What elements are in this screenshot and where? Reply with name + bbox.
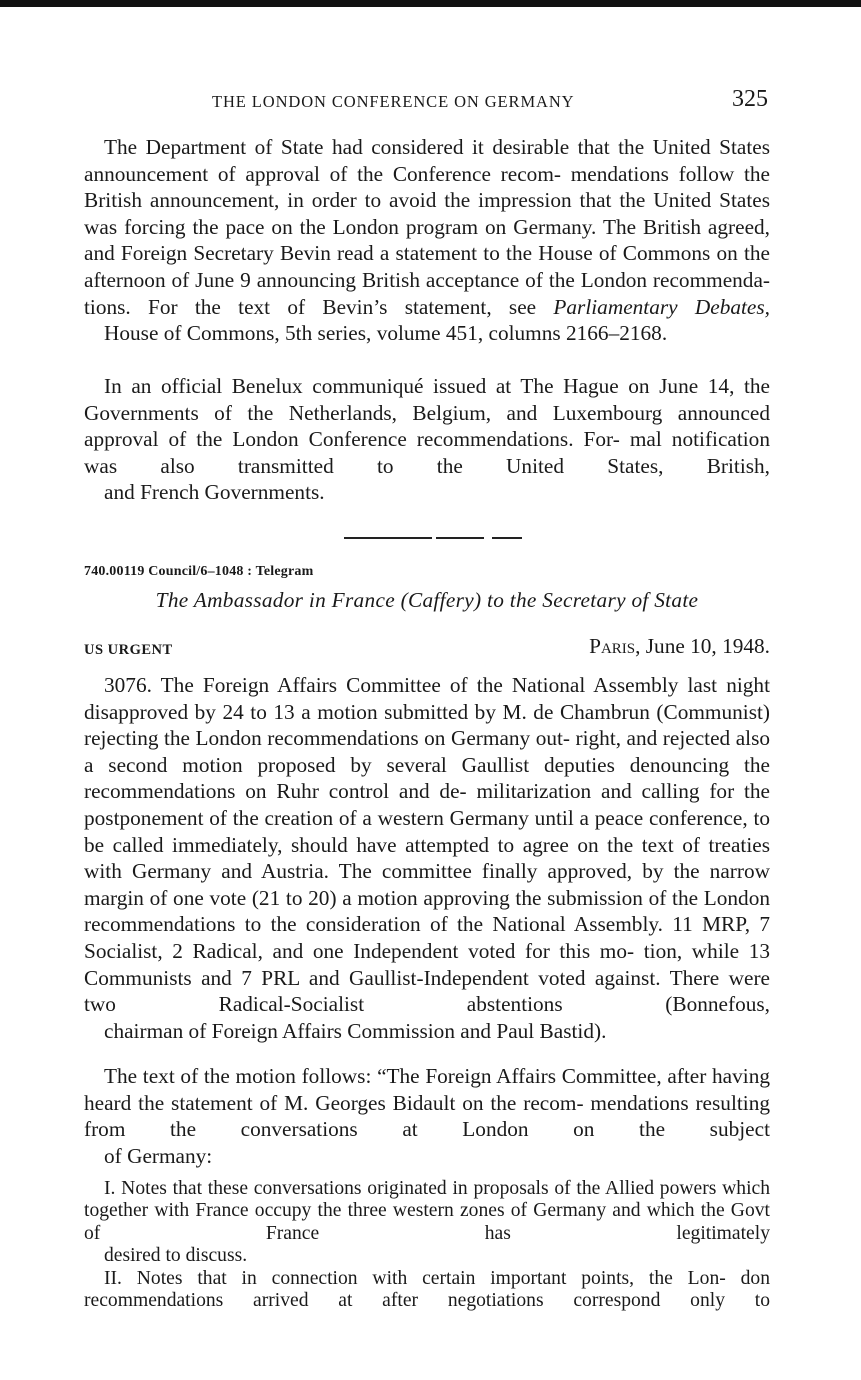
text-line: of June 9 announcing British acceptance of the London recommenda- — [171, 267, 770, 292]
section-divider — [344, 537, 432, 539]
text-line: impression that the United States was forcing the pace on the London — [84, 188, 770, 239]
body-paragraph — [84, 1063, 770, 1169]
text-line: recommendations to the consideration of the National Assembly. 11 — [84, 912, 693, 937]
text-line: Allied powers which together with France occupy the three western — [84, 1178, 771, 1222]
text-line: tions. For the text of Bevin’s statement, see — [84, 294, 554, 319]
text-line: desired to discuss. — [104, 1245, 248, 1267]
page-header — [84, 86, 770, 116]
dateline-date: , June 10, 1948. — [635, 634, 770, 658]
section-divider — [492, 537, 522, 539]
text-line: program on Germany. The British agreed, and Foreign Secretary — [84, 214, 771, 266]
text-line: mal notification was also transmitted to the United States, British, — [84, 427, 770, 478]
text-line: chairman of Foreign Affairs Commission and Paul Bastid). — [104, 1018, 607, 1043]
text-line: The Department of State had considered it desirable that the — [104, 135, 645, 159]
text-line: of one vote (21 to 20) a motion approving the submission of the London — [149, 885, 771, 910]
text-line: right, and rejected also a second motion proposed by several Gaullist — [84, 726, 771, 777]
citation-title: Parliamentary Debates, — [553, 294, 770, 319]
intro-paragraph — [84, 134, 770, 347]
text-line: The text of the motion follows: “The Foreign Affairs Committee, — [104, 1064, 662, 1088]
text-line: 3076. The Foreign Affairs Committee of the National Assembly last — [104, 673, 718, 697]
text-line: MRP, 7 Socialist, 2 Radical, and one Independent voted for this mo- — [84, 912, 771, 963]
document-heading: The Ambassador in France (Caffery) to the Secretary of State — [155, 588, 699, 612]
text-line: II. Notes that in connection with certain important points, the Lon- — [104, 1268, 726, 1289]
file-reference: 740.00119 Council/6–1048 : Telegram — [84, 564, 314, 579]
text-line: night disapproved by 24 to 13 a motion submitted by M. de Chambrun — [84, 673, 770, 724]
intro-paragraph — [84, 373, 770, 506]
text-line: militarization and calling for the postponement of the creation of a — [84, 779, 770, 830]
text-line: House of Commons, 5th series, volume 451, columns 2166–2168. — [104, 321, 668, 346]
quoted-paragraph — [84, 1268, 770, 1313]
text-line: In an official Benelux communiqué issued at The Hague on June — [104, 374, 699, 398]
text-line: announced approval of the London Conference recommendations. For- — [84, 400, 771, 452]
text-line: should have attempted to agree on the text of treaties with Germany — [84, 832, 770, 884]
text-line: (Communist) rejecting the London recommendations on Germany out- — [84, 699, 770, 751]
text-line: don recommendations arrived at after negotiations correspond only to — [84, 1268, 770, 1312]
text-line: mendations follow the British announcement, in order to avoid the — [84, 161, 770, 213]
text-line: against. There were two Radical-Socialist abstentions (Bonnefous, — [84, 965, 770, 1017]
text-line: 14, the Governments of the Netherlands, Belgium, and Luxembourg — [84, 374, 771, 425]
page-top-edge — [0, 0, 861, 7]
page-number: 325 — [732, 86, 768, 112]
running-title: THE LONDON CONFERENCE ON GERMANY — [212, 92, 575, 111]
text-line: tion, while 13 Communists and 7 PRL and Gaullist-Independent voted — [84, 938, 771, 990]
text-line: deputies denouncing the recommendations on Ruhr control and de- — [84, 752, 770, 804]
text-line: I. Notes that these conversations originated in proposals of the — [104, 1178, 601, 1199]
quoted-paragraph — [84, 1178, 770, 1268]
text-line: and Austria. The committee finally approved, by the narrow margin — [84, 859, 770, 910]
classification-label: US URGENT — [84, 642, 173, 658]
text-line: zones of Germany and which the Govt of France has legitimately — [84, 1200, 770, 1244]
text-line: western Germany until a peace conference, to be called immediately, — [84, 805, 771, 857]
text-line: Bevin read a statement to the House of Commons on the afternoon — [84, 241, 770, 292]
text-line: mendations resulting from the conversations at London on the subject — [84, 1090, 770, 1142]
text-line: United States announcement of approval of the Conference recom- — [84, 135, 771, 186]
body-paragraph — [84, 672, 770, 1044]
dateline-place: Paris — [589, 634, 636, 658]
text-line: and French Governments. — [104, 480, 325, 505]
text-line: of Germany: — [104, 1143, 213, 1168]
dateline — [589, 634, 770, 659]
text-line: after having heard the statement of M. Georges Bidault on the recom- — [84, 1064, 770, 1115]
section-divider — [436, 537, 484, 539]
